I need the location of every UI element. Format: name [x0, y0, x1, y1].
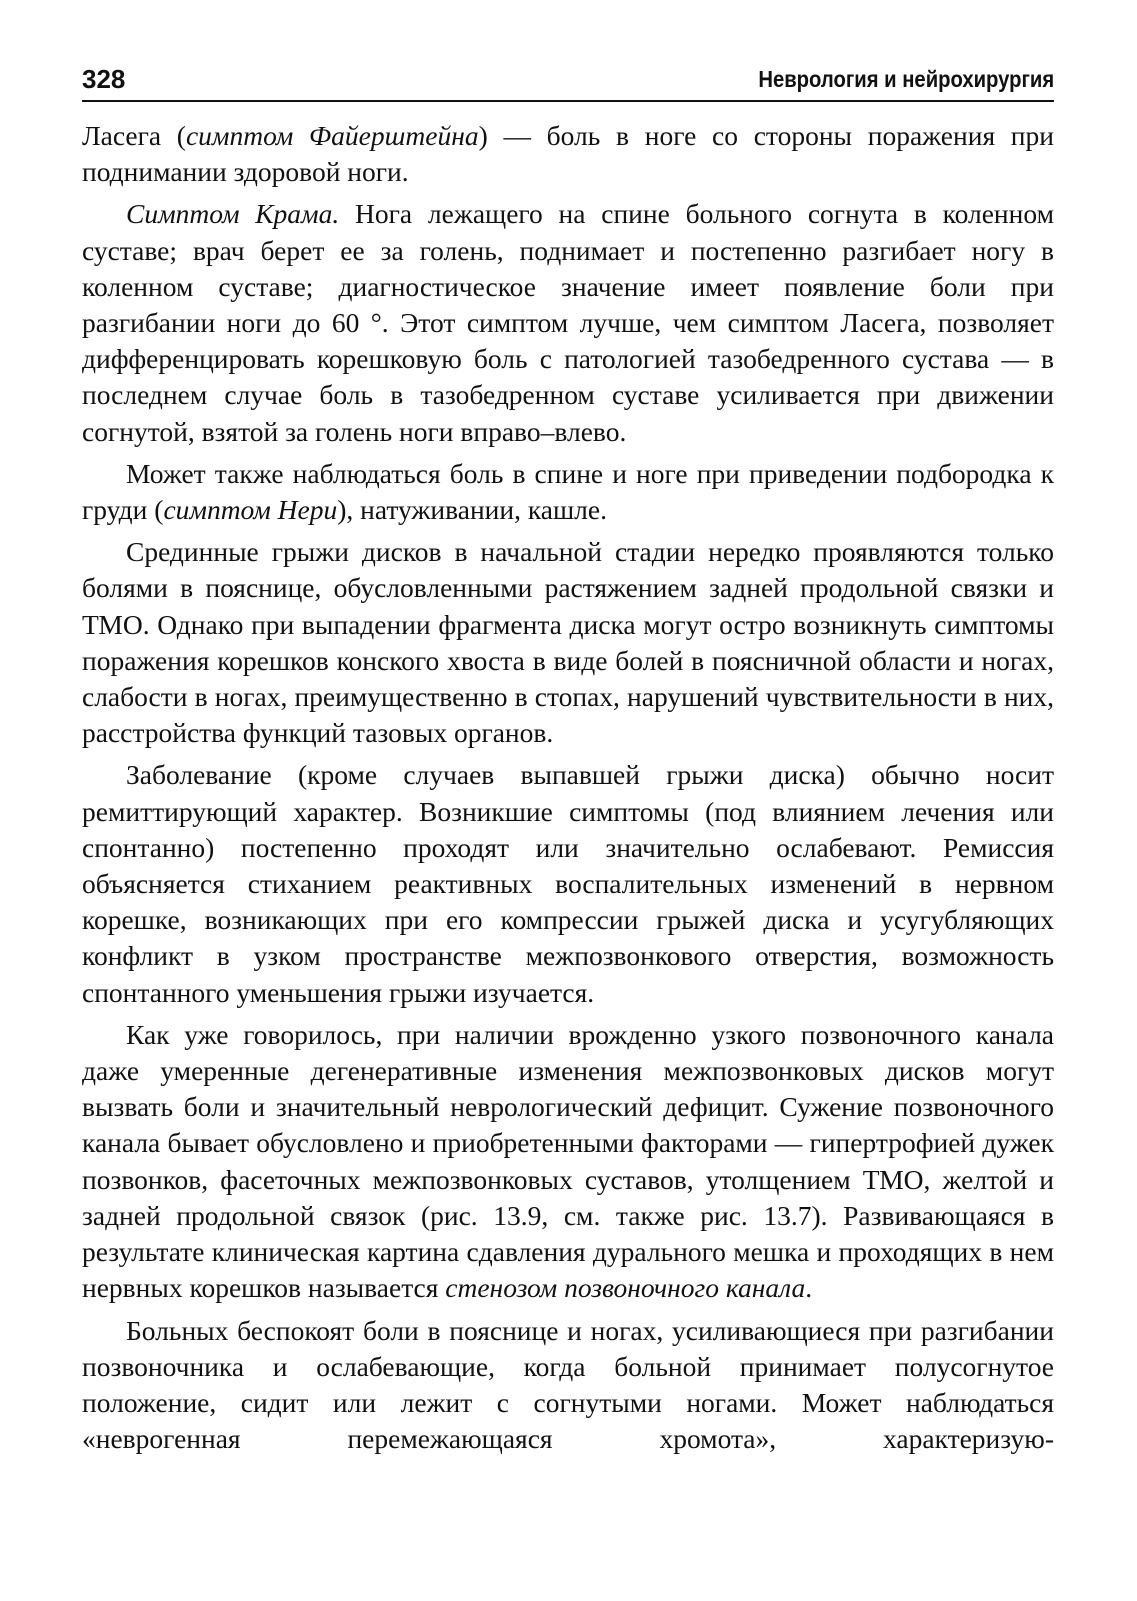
text-run: Как уже говорилось, при наличии врожденно узкого позвоночного канала даже умеренные дегенеративные изменения межпозвонковых дисков могут вызвать боли и значительный неврологический дефицит. Сужение позвоночного канала бывает обусловлено и приобретенными факторами — гипертрофией дужек позвонков, фасеточных межпозвонковых суставов, утолщением ТМО, желтой и задней продольной связок (рис. 13.9, см. также рис. 13.7). Развивающаяся в результате клиническая картина сдавления дурального мешка и проходящих в нем нервных корешков называется: [82, 1018, 1054, 1304]
running-title: Неврология и нейрохирургия: [758, 66, 1054, 92]
page-header: [82, 58, 1054, 102]
italic-term: симптом Нери: [163, 494, 338, 526]
italic-term: Симптом Крама.: [126, 198, 340, 230]
paragraph: [82, 1017, 1054, 1307]
text-run: Заболевание (кроме случаев выпавшей грыжи диска) обычно носит ремиттирующий характер. Возникшие симптомы (под влиянием лечения или спонтанно) постепенно проходят или значительно ослабевают. Ремиссия объясняется стиханием реактивных воспалительных изменений в нервном корешке, возникающих при его компрессии грыжей диска и усугубляющих конфликт в узком пространстве межпозвонкового отверстия, возможность спонтанного уменьшения грыжи изучается.: [82, 759, 1054, 1008]
text-run: Нога лежащего на спине больного согнута в коленном суставе; врач берет ее за голень, поднимает и постепенно разгибает ногу в коленном суставе; диагностическое значение имеет появление боли при разгибании ноги до 60 °. Этот симптом лучше, чем симптом Ласега, позволяет дифференцировать корешковую боль с патологией тазобедренного сустава — в последнем случае боль в тазобедренном суставе усиливается при движении согнутой, взятой за голень ноги вправо–влево.: [82, 198, 1054, 447]
page-number: 328: [82, 64, 126, 94]
paragraph: [82, 1313, 1054, 1458]
text-run: Срединные грыжи дисков в начальной стадии нередко проявляются только болями в пояснице, обусловленными растяжением задней продольной связки и ТМО. Однако при выпадении фрагмента диска могут остро возникнуть симптомы поражения корешков конского хвоста в виде болей в поясничной области и ногах, слабости в ногах, преимущественно в стопах, нарушений чувствительности в них, расстройства функций тазовых органов.: [82, 536, 1054, 749]
text-run: ) — боль в ноге со стороны поражения при поднимании здоровой ноги.: [82, 120, 1054, 188]
paragraph: [82, 456, 1054, 528]
paragraph: [82, 196, 1054, 449]
text-run: Ласега (: [82, 120, 186, 151]
paragraph: [82, 757, 1054, 1010]
italic-term: стенозом позвоночного канала: [445, 1272, 806, 1304]
body-text: [82, 118, 1054, 1457]
paragraph: [82, 534, 1054, 751]
text-run: ), натуживании, кашле.: [337, 494, 607, 526]
text-run: Может также наблюдаться боль в спине и ноге при приведении подбородка к груди (: [82, 457, 1054, 526]
text-run: .: [805, 1272, 813, 1304]
paragraph: [82, 118, 1054, 190]
italic-term: симптом Файерштейна: [185, 120, 479, 151]
text-run: Больных беспокоят боли в пояснице и ногах, усиливающиеся при разгибании позвоночника и ослабевающие, когда больной принимает полусогнутое положение, сидит или лежит с согнутыми ногами. Может наблюдаться «неврогенная перемежающаяся хромота», характеризую-: [82, 1314, 1054, 1455]
